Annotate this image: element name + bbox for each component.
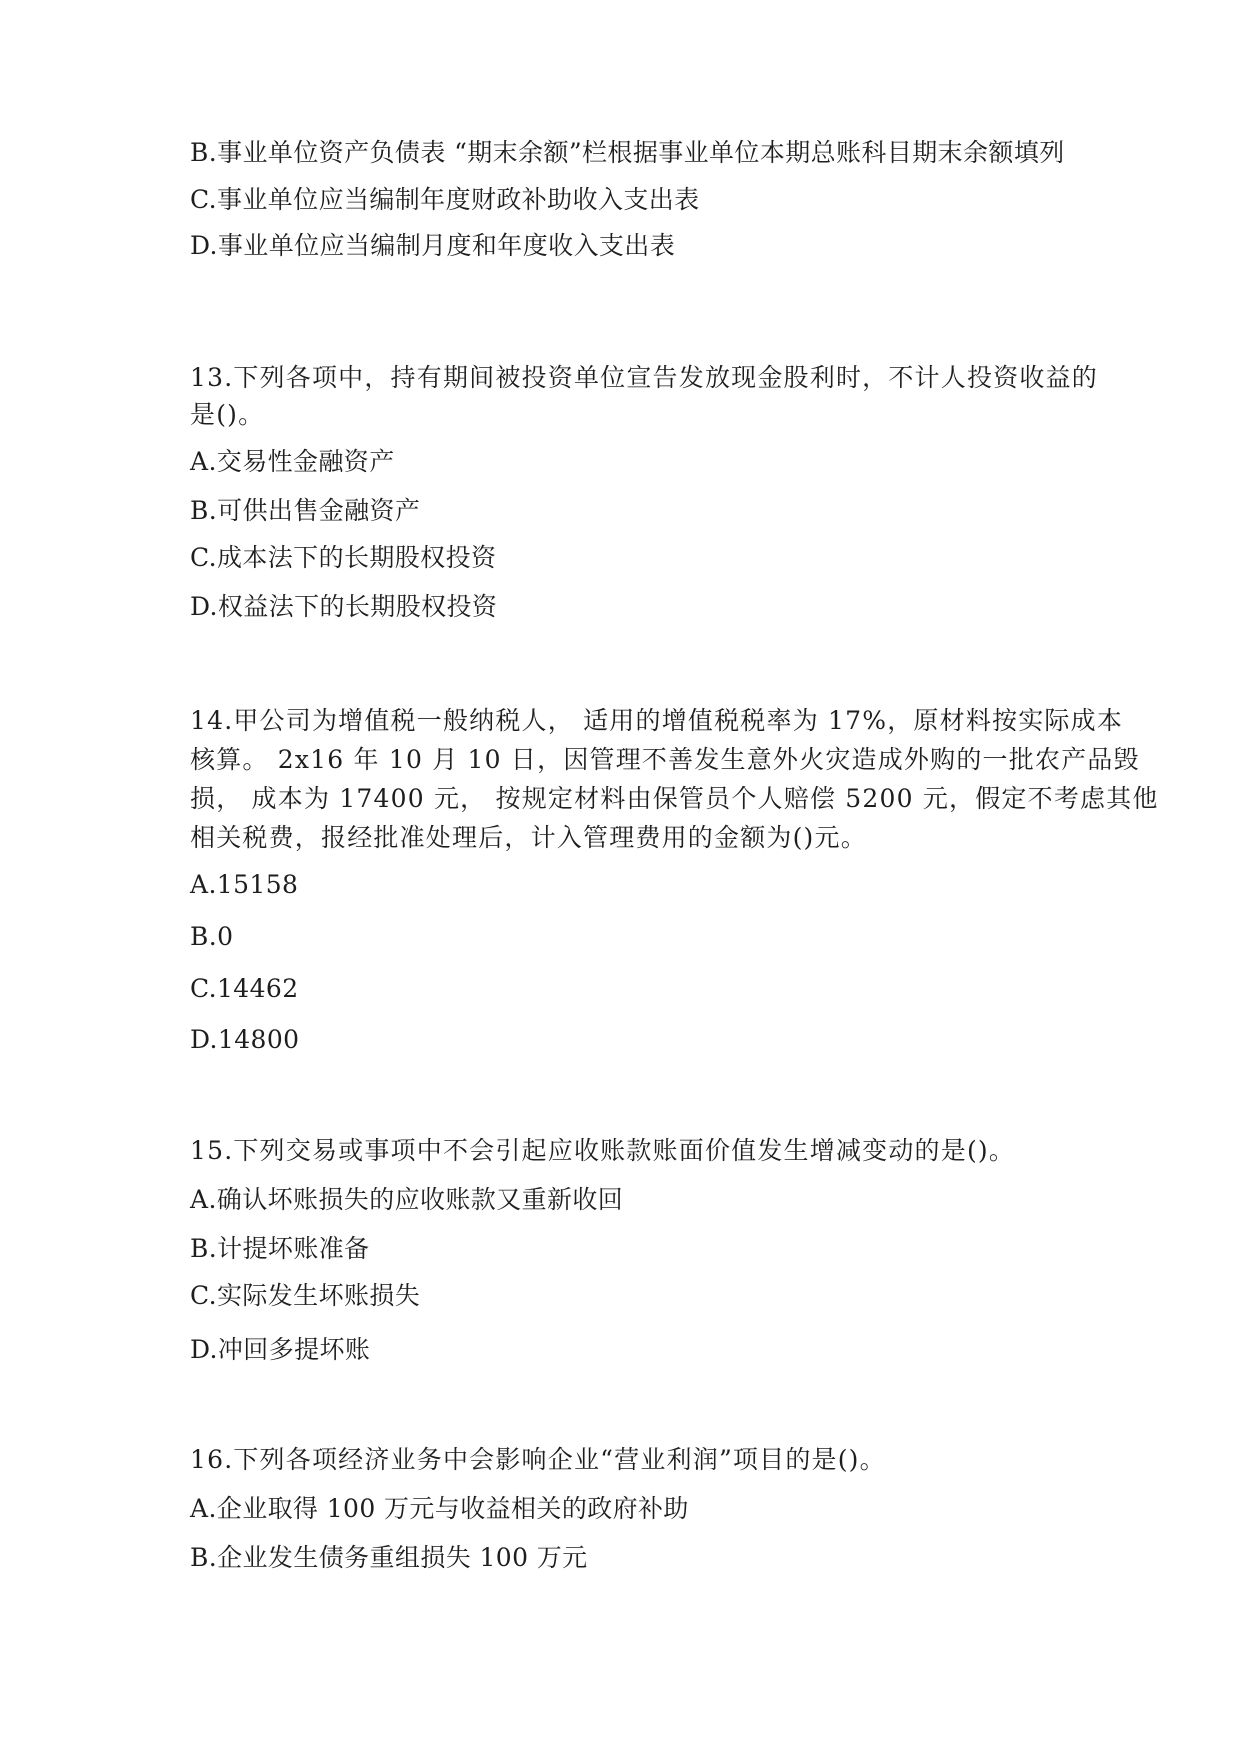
prev-option-d: D.事业单位应当编制月度和年度收入支出表 <box>190 231 676 260</box>
q16-stem-line-1: 16.下列各项经济业务中会影响企业“营业利润”项目的是()。 <box>190 1445 886 1474</box>
q14-option-b: B.0 <box>190 922 234 951</box>
q15-option-c: C.实际发生坏账损失 <box>190 1281 421 1310</box>
q13-stem-line-1: 13.下列各项中，持有期间被投资单位宣告发放现金股利时，不计人投资收益的 <box>190 363 1098 392</box>
prev-option-c: C.事业单位应当编制年度财政补助收入支出表 <box>190 185 700 214</box>
q13-stem-line-2: 是()。 <box>190 400 265 429</box>
q15-option-d: D.冲回多提坏账 <box>190 1335 371 1364</box>
q14-stem-line-4: 相关税费，报经批准处理后，计入管理费用的金额为()元。 <box>190 823 867 852</box>
q13-option-a: A.交易性金融资产 <box>190 447 395 476</box>
q15-stem-line-1: 15.下列交易或事项中不会引起应收账款账面价值发生增减变动的是()。 <box>190 1136 1016 1165</box>
q16-option-b: B.企业发生债务重组损失 100 万元 <box>190 1543 588 1572</box>
q14-option-d: D.14800 <box>190 1025 300 1054</box>
q14-option-a: A.15158 <box>190 870 299 899</box>
q16-option-a: A.企业取得 100 万元与收益相关的政府补助 <box>190 1494 689 1523</box>
q14-stem-line-1: 14.甲公司为增值税一般纳税人， 适用的增值税税率为 17%，原材料按实际成本 <box>190 706 1124 735</box>
q15-option-a: A.确认坏账损失的应收账款又重新收回 <box>190 1185 624 1214</box>
q13-option-d: D.权益法下的长期股权投资 <box>190 592 498 621</box>
q14-stem-line-3: 损， 成本为 17400 元， 按规定材料由保管员个人赔偿 5200 元，假定不考虑其他 <box>190 784 1159 813</box>
q13-option-c: C.成本法下的长期股权投资 <box>190 543 497 572</box>
q15-option-b: B.计提坏账准备 <box>190 1234 370 1263</box>
q14-option-c: C.14462 <box>190 974 299 1003</box>
prev-option-b: B.事业单位资产负债表 “期末余额”栏根据事业单位本期总账科目期末余额填列 <box>190 138 1065 167</box>
q13-option-b: B.可供出售金融资产 <box>190 496 421 525</box>
q14-stem-line-2: 核算。 2x16 年 10 月 10 日，因管理不善发生意外火灾造成外购的一批农产品毁 <box>190 745 1140 774</box>
